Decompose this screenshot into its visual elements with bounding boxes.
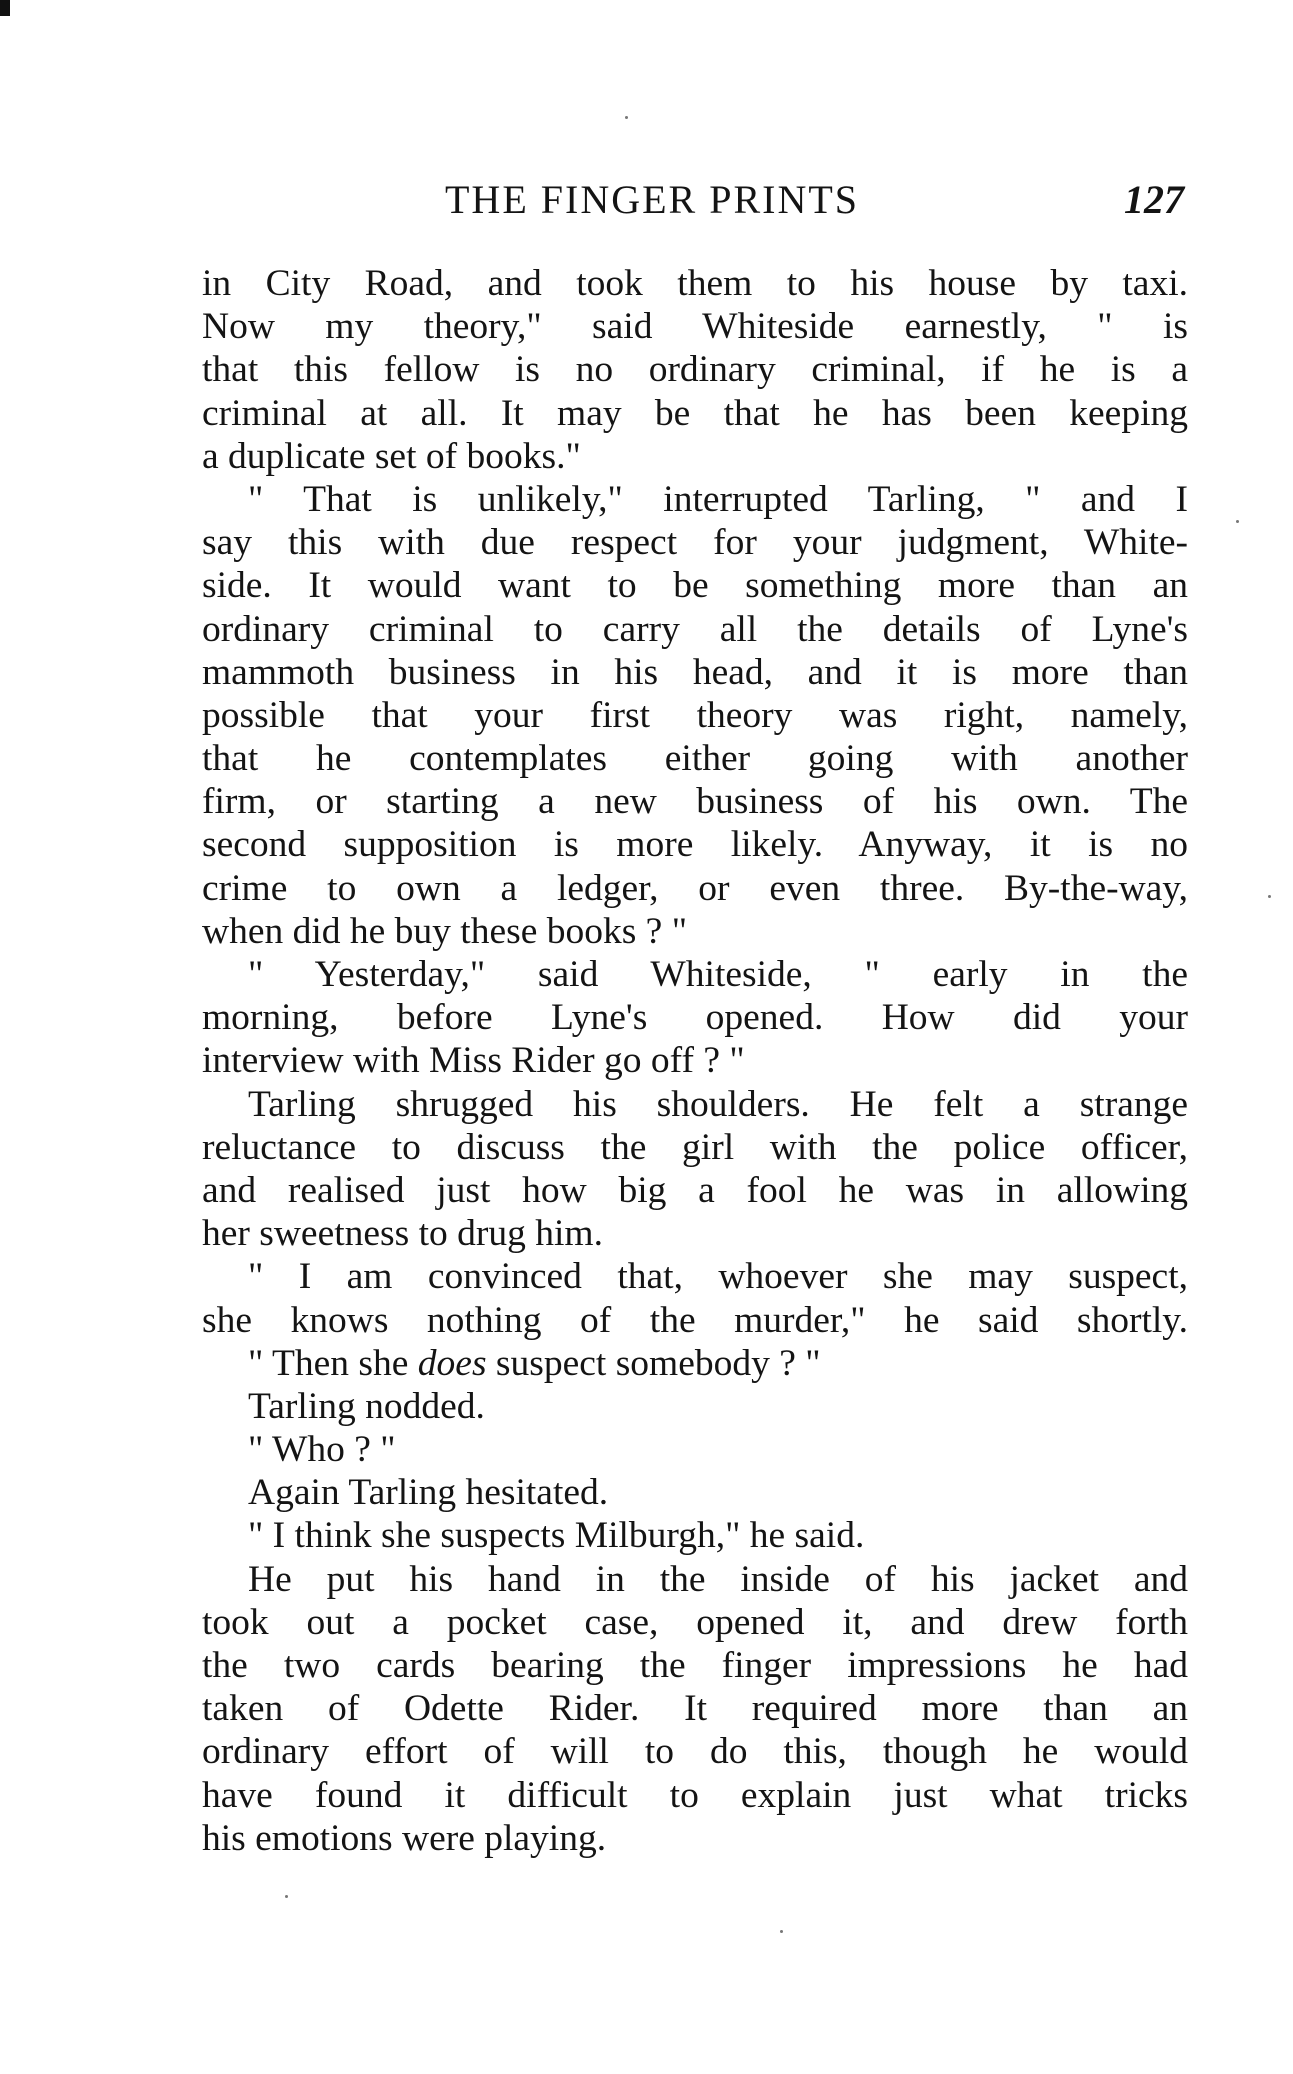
text-line: in City Road, and took them to his house by taxi.	[202, 263, 1188, 304]
paper-speck	[285, 1895, 288, 1898]
text-line: Now my theory," said Whiteside earnestly, " is	[202, 306, 1188, 348]
text-line: morning, before Lyne's opened. How did your	[202, 997, 1188, 1039]
text-line: his emotions were playing.	[202, 1817, 607, 1859]
text-line: she knows nothing of the murder," he said shortly.	[202, 1299, 1188, 1341]
text-fragment: suspect somebody ? "	[486, 1342, 821, 1384]
text-line: " I am convinced that, whoever she may suspect,	[248, 1256, 1188, 1298]
text-line: interview with Miss Rider go off ? "	[202, 1040, 745, 1082]
text-fragment: " Then she	[248, 1342, 418, 1384]
text-line: and realised just how big a fool he was in allowing	[202, 1169, 1188, 1211]
paper-speck	[780, 1930, 783, 1933]
text-line	[202, 1342, 1188, 1385]
text-line: " Who ? "	[248, 1429, 396, 1471]
scan-corner-mark	[0, 0, 10, 16]
text-line: her sweetness to drug him.	[202, 1213, 603, 1255]
text-line: have found it difficult to explain just what tricks	[202, 1774, 1188, 1816]
page-header	[200, 176, 1192, 228]
paper-speck	[1268, 895, 1271, 898]
text-line: Again Tarling hesitated.	[248, 1472, 609, 1514]
text-line: second supposition is more likely. Anyway, it is no	[202, 824, 1188, 866]
paper-speck	[625, 116, 628, 119]
italic-word: does	[417, 1342, 487, 1384]
text-line: taken of Odette Rider. It required more than an	[202, 1688, 1188, 1730]
text-line: " That is unlikely," interrupted Tarling, " and I	[248, 478, 1188, 520]
text-line: mammoth business in his head, and it is more than	[202, 651, 1188, 693]
page-number: 127	[1124, 177, 1184, 222]
text-line: ordinary criminal to carry all the details of Lyne's	[202, 608, 1188, 650]
text-line: possible that your first theory was right, namely,	[202, 694, 1188, 736]
text-line: that he contemplates either going with another	[202, 738, 1188, 780]
text-line: Tarling shrugged his shoulders. He felt a strange	[248, 1083, 1188, 1125]
paper-speck	[1236, 520, 1239, 523]
text-line: He put his hand in the inside of his jacket and	[248, 1558, 1188, 1600]
text-line: firm, or starting a new business of his own. The	[202, 781, 1188, 823]
text-line: the two cards bearing the finger impressions he had	[202, 1645, 1188, 1686]
text-line: a duplicate set of books."	[202, 435, 581, 477]
text-line: criminal at all. It may be that he has been keeping	[202, 392, 1188, 434]
text-line: took out a pocket case, opened it, and drew forth	[202, 1601, 1188, 1643]
text-line: side. It would want to be something more than an	[202, 565, 1188, 607]
text-line: that this fellow is no ordinary criminal, if he is a	[202, 349, 1188, 391]
text-line: " Yesterday," said Whiteside, " early in the	[248, 954, 1188, 995]
text-line: " I think she suspects Milburgh," he said.	[248, 1515, 865, 1557]
running-head: THE FINGER PRINTS	[445, 177, 860, 222]
text-line: reluctance to discuss the girl with the police officer,	[202, 1126, 1188, 1168]
text-line: ordinary effort of will to do this, though he would	[202, 1731, 1188, 1773]
text-line: when did he buy these books ? "	[202, 910, 688, 952]
body-text	[202, 262, 1188, 1860]
text-line: say this with due respect for your judgment, White-	[202, 522, 1188, 564]
text-line: Tarling nodded.	[248, 1385, 485, 1427]
text-line: crime to own a ledger, or even three. By-the-way,	[202, 867, 1188, 909]
